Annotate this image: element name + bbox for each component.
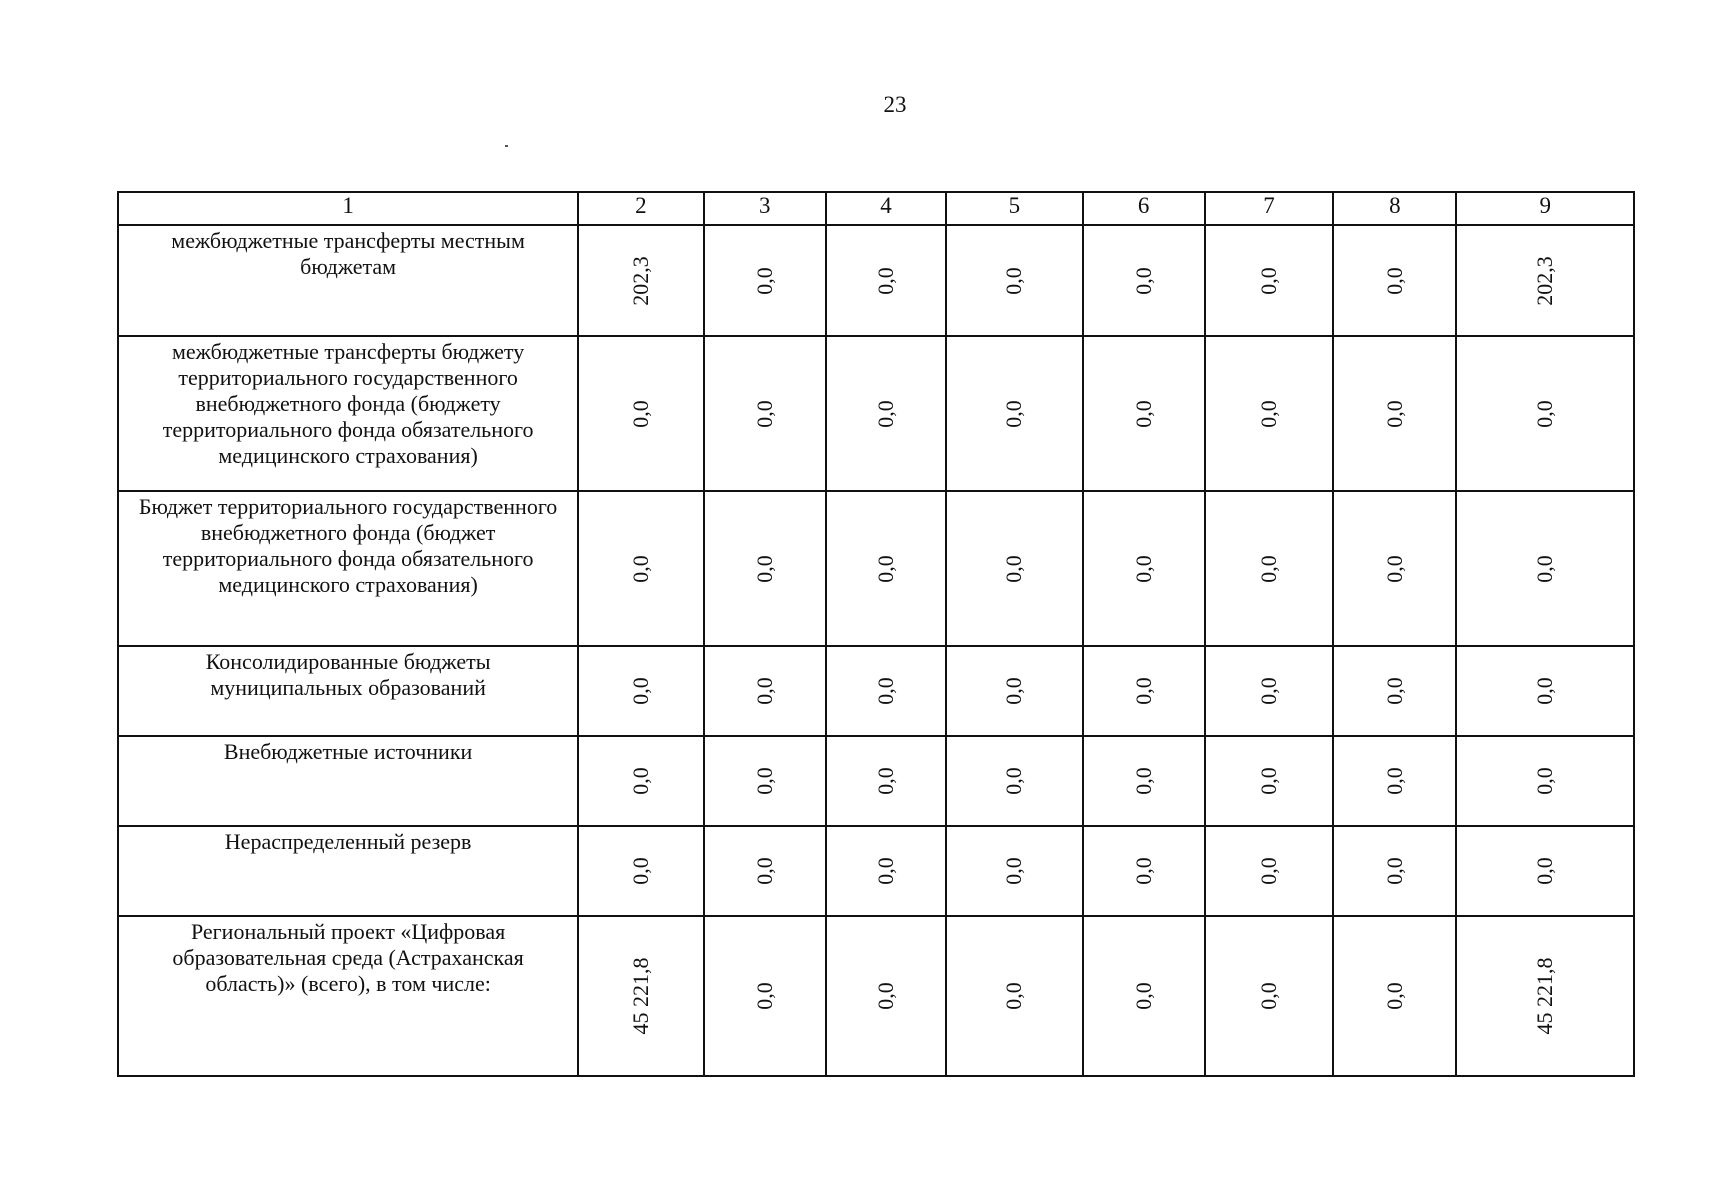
value-cell: 0,0 [1001,677,1027,705]
value-cell: 0,0 [627,399,653,428]
column-number: 3 [704,192,826,225]
value-cell: 0,0 [1130,399,1156,428]
value-cell: 0,0 [1381,767,1407,795]
value-cell: 0,0 [1532,554,1558,583]
value-cell: 0,0 [1532,677,1558,705]
value-cell: 0,0 [873,554,898,583]
value-cell: 0,0 [1381,554,1407,583]
value-cell: 0,0 [1001,266,1027,295]
budget-table [117,191,1635,1077]
row-label: Внебюджетные источники [118,736,578,826]
column-number: 7 [1205,192,1333,225]
value-cell: 202,3 [627,255,653,306]
value-cell: 0,0 [751,982,777,1010]
table-row [118,336,1634,491]
value-cell: 0,0 [1532,767,1558,795]
column-number: 9 [1456,192,1634,225]
value-cell: 0,0 [627,857,653,885]
value-cell: 0,0 [751,857,777,885]
value-cell: 0,0 [1255,266,1281,295]
value-cell: 0,0 [751,266,777,295]
value-cell: 0,0 [1001,857,1027,885]
value-cell: 0,0 [1255,399,1281,428]
value-cell: 0,0 [1381,677,1407,705]
value-cell: 0,0 [751,399,777,428]
value-cell: 0,0 [1130,677,1156,705]
value-cell: 45 221,8 [1532,957,1558,1035]
value-cell: 0,0 [1381,857,1407,885]
value-cell: 0,0 [1532,399,1558,428]
value-cell: 0,0 [1255,982,1281,1010]
value-cell: 0,0 [1001,399,1027,428]
value-cell: 0,0 [1001,554,1027,583]
row-label: межбюджетные трансферты бюджету территориального государственного внебюджетного фонда (бюджету территориального фонда обязательного медицинского страхования) [118,336,578,491]
table-row [118,491,1634,646]
row-label: Нераспределенный резерв [118,826,578,916]
column-number: 4 [826,192,946,225]
table-row [118,916,1634,1076]
value-cell: 0,0 [873,767,898,795]
value-cell: 0,0 [1001,767,1027,795]
value-cell: 0,0 [1381,266,1407,295]
scan-speck [505,145,508,147]
column-number: 6 [1083,192,1205,225]
column-number: 8 [1333,192,1456,225]
value-cell: 0,0 [627,767,653,795]
table-row [118,736,1634,826]
value-cell: 0,0 [751,677,777,705]
row-label: Региональный проект «Цифровая образовательная среда (Астраханская область)» (всего), в том числе: [118,916,578,1076]
column-number: 1 [118,192,578,225]
value-cell: 0,0 [1130,266,1156,295]
value-cell: 0,0 [751,554,777,583]
value-cell: 0,0 [1381,399,1407,428]
table-row [118,646,1634,736]
value-cell: 0,0 [627,677,653,705]
value-cell: 0,0 [873,677,898,705]
value-cell: 0,0 [1255,767,1281,795]
value-cell: 0,0 [873,857,898,885]
table-row [118,826,1634,916]
value-cell: 0,0 [627,554,653,583]
value-cell: 0,0 [873,399,898,428]
value-cell: 0,0 [1130,857,1156,885]
value-cell: 0,0 [1532,857,1558,885]
value-cell: 45 221,8 [627,957,653,1035]
value-cell: 0,0 [1001,982,1027,1010]
value-cell: 0,0 [1130,554,1156,583]
column-number: 2 [578,192,703,225]
table-row [118,225,1634,336]
value-cell: 0,0 [1255,554,1281,583]
row-label: Бюджет территориального государственного внебюджетного фонда (бюджет территориального фонда обязательного медицинского страхования) [118,491,578,646]
value-cell: 0,0 [873,266,898,295]
column-number: 5 [946,192,1082,225]
value-cell: 0,0 [1255,857,1281,885]
value-cell: 202,3 [1532,255,1558,306]
page-number: 23 [883,92,907,117]
column-number-row [118,192,1634,225]
value-cell: 0,0 [1130,982,1156,1010]
value-cell: 0,0 [873,982,898,1010]
row-label: Консолидированные бюджеты муниципальных образований [118,646,578,736]
row-label: межбюджетные трансферты местным бюджетам [118,225,578,336]
value-cell: 0,0 [751,767,777,795]
value-cell: 0,0 [1381,982,1407,1010]
value-cell: 0,0 [1130,767,1156,795]
value-cell: 0,0 [1255,677,1281,705]
